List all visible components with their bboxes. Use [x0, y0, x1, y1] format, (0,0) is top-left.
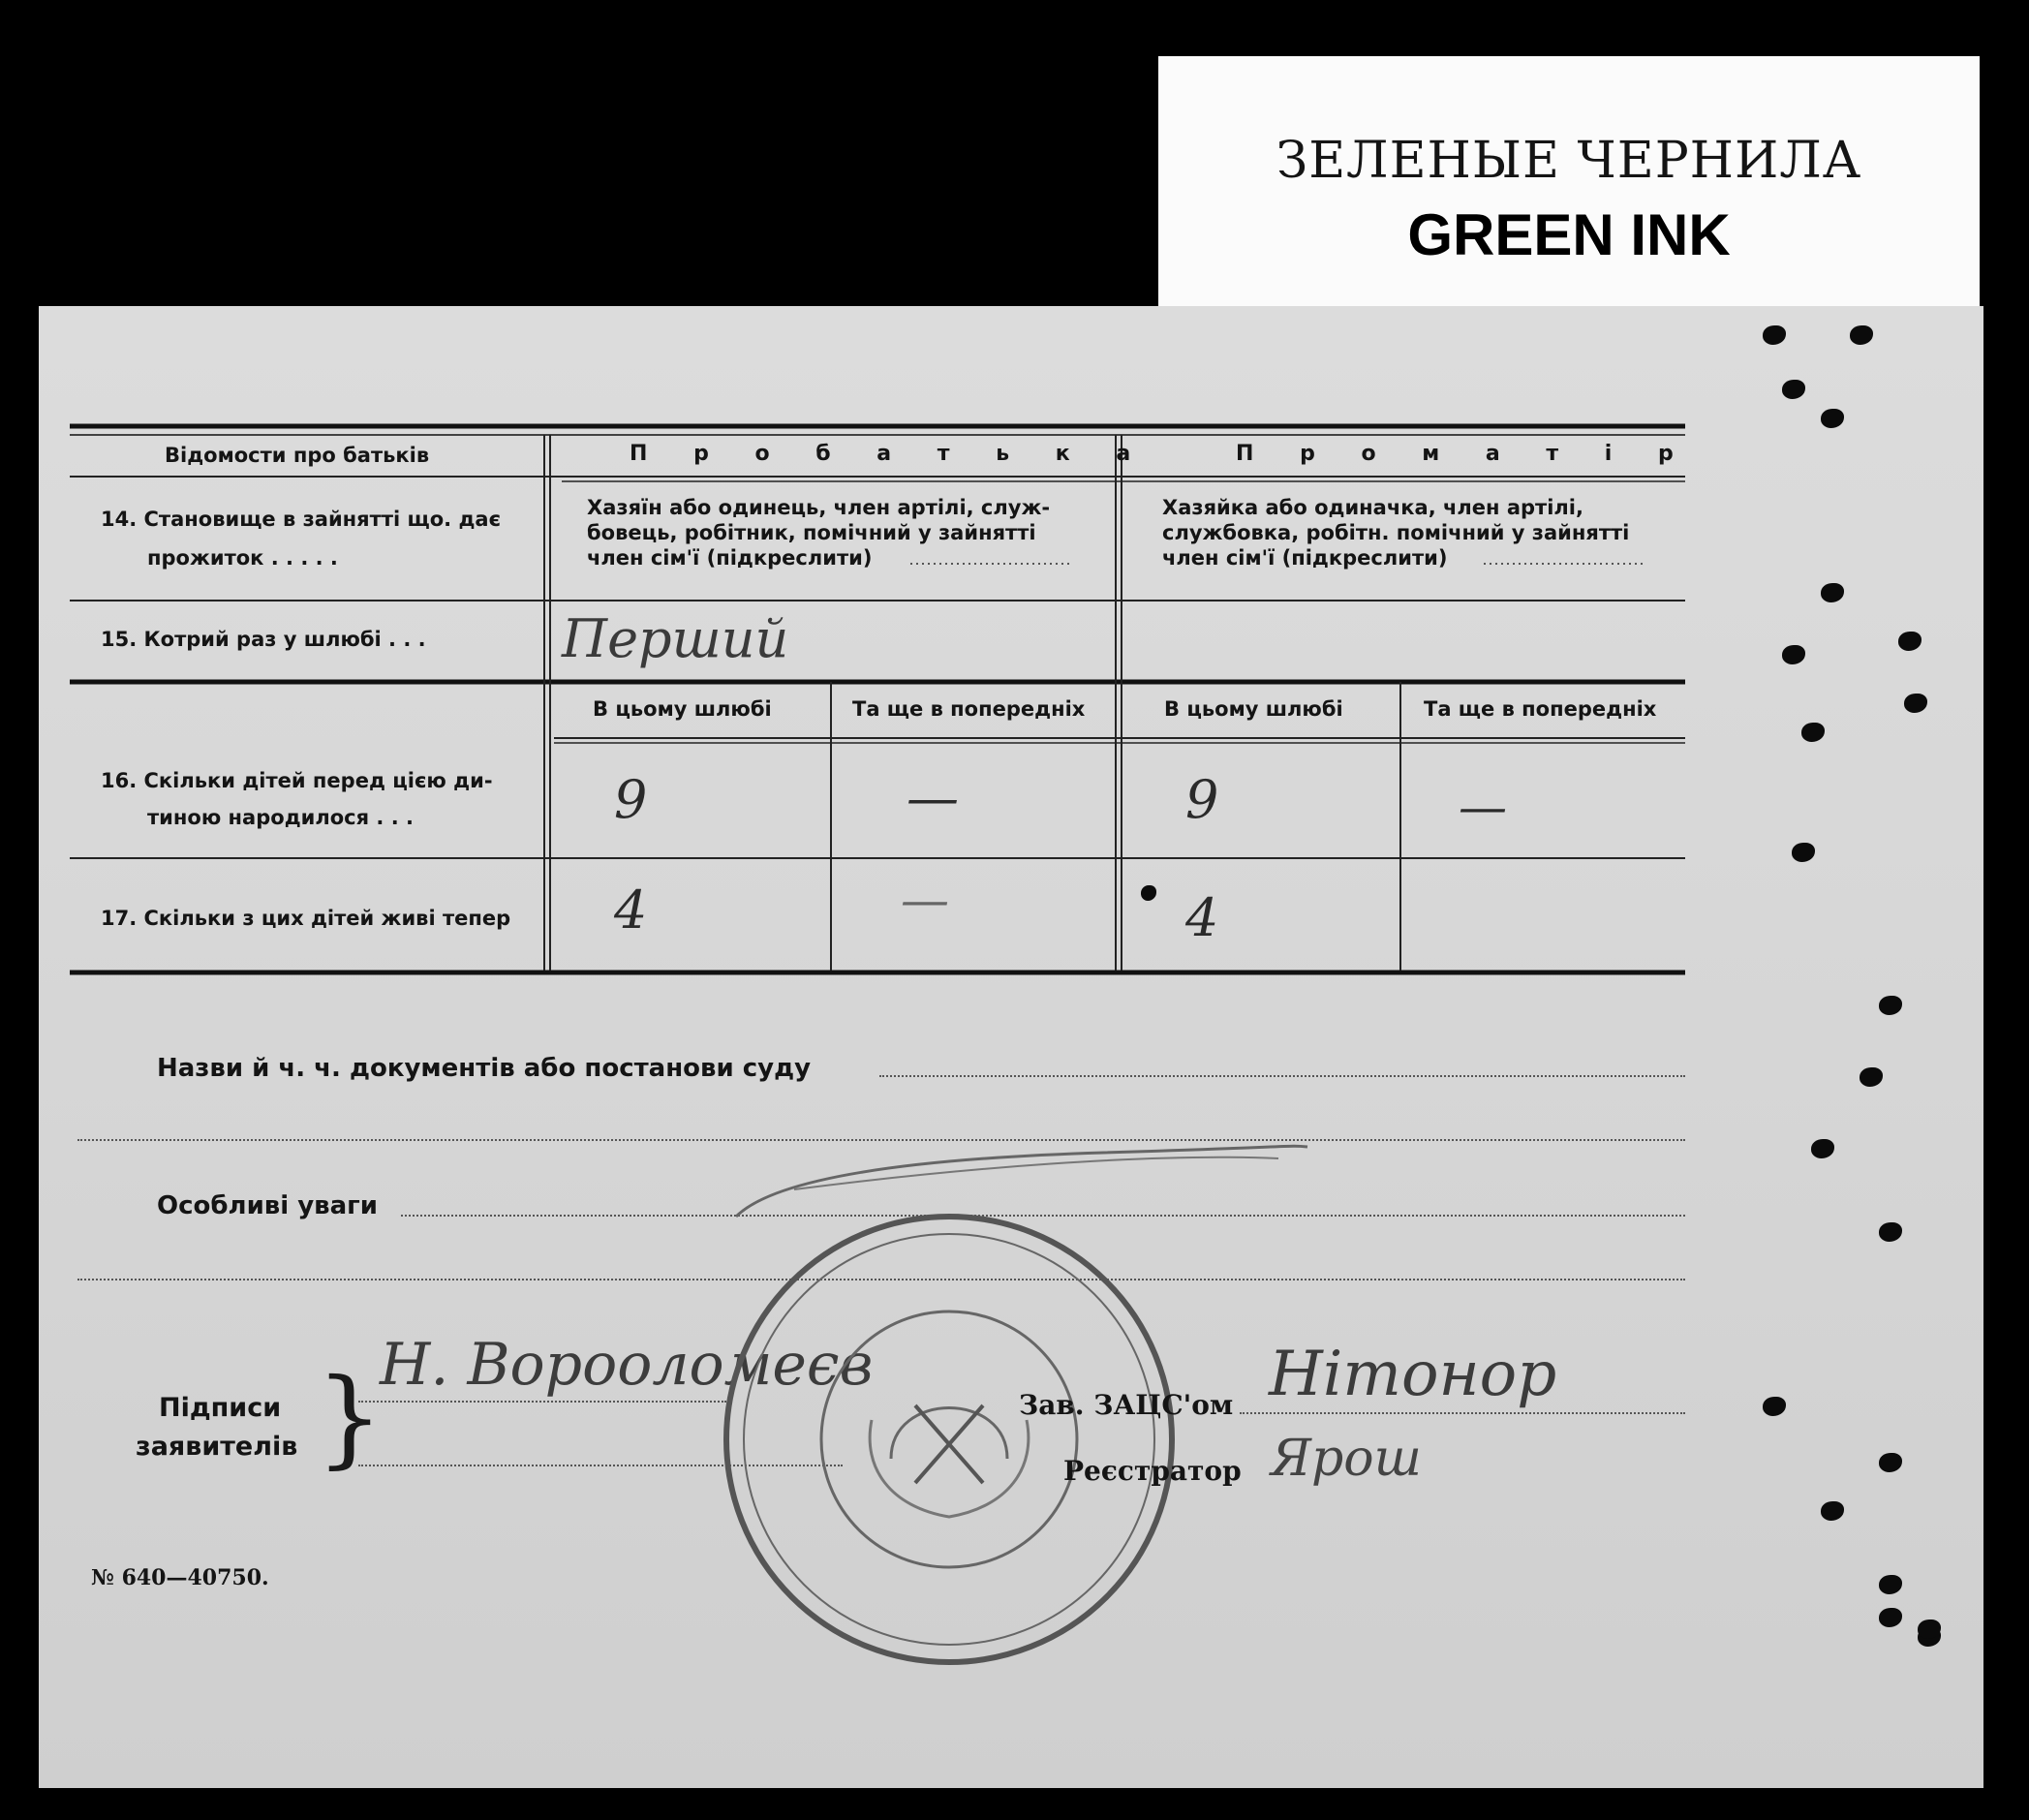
row17-father-this: 4	[614, 879, 648, 941]
subheader-mother-this: В цьому шлюбі	[1164, 697, 1343, 721]
row17-mother-this: 4	[1185, 887, 1219, 948]
row14-mother-line2: службовка, робітн. помічний у зайнятті	[1162, 521, 1630, 544]
registrar-label: Реєстратор	[1063, 1455, 1242, 1487]
signatures-label-line2: заявителів	[136, 1432, 298, 1462]
row14-mother-line3: член сім'ї (підкреслити)	[1162, 546, 1448, 570]
header-mother: П р о м а т і р	[1236, 442, 1693, 466]
row15-value-handwritten: Перший	[562, 608, 789, 669]
form-number: № 640—40750.	[91, 1565, 269, 1590]
row15-label: 15. Котрий раз у шлюбі . . .	[101, 628, 426, 651]
row14-label-line2: прожиток . . . . .	[147, 546, 338, 570]
signatures-brace: }	[316, 1355, 384, 1479]
archival-label	[1158, 56, 1980, 308]
row16-father-this: 9	[614, 769, 648, 830]
row14-father-line2: бовець, робітник, помічний у зайнятті	[587, 521, 1036, 544]
signatures-label-line1: Підписи	[159, 1393, 282, 1423]
row14-father-line3: член сім'ї (підкреслити)	[587, 546, 873, 570]
row17-label: 17. Скільки з цих дітей живі тепер	[101, 907, 511, 930]
row14-father-line1: Хазяїн або одинець, член артілі, служ-	[587, 496, 1051, 519]
row14-label-line1: 14. Становище в зайнятті що. дає	[101, 508, 502, 531]
head-label: Зав. ЗАЦС'ом	[1019, 1389, 1234, 1421]
row16-label-line2: тиною народилося . . .	[147, 806, 414, 829]
registrar-signature: Ярош	[1271, 1430, 1422, 1488]
row16-father-prev: —	[907, 767, 959, 828]
row17-father-prev: —	[901, 872, 949, 928]
label-ru: ЗЕЛЕНЫЕ ЧЕРНИЛА	[1276, 132, 1862, 190]
subheader-mother-prev: Та ще в попередніх	[1424, 697, 1657, 721]
subheader-father-prev: Та ще в попередніх	[852, 697, 1086, 721]
documents-label: Назви й ч. ч. документів або постанови суду	[157, 1054, 812, 1083]
remarks-label: Особливі уваги	[157, 1191, 378, 1220]
official-stamp	[39, 306, 1983, 1788]
document-page	[39, 306, 1983, 1788]
row16-mother-this: 9	[1185, 769, 1219, 830]
header-father: П р о б а т ь к а	[630, 442, 1151, 466]
row16-label-line1: 16. Скільки дітей перед цією ди-	[101, 769, 493, 792]
applicant-signature: Н. Ворооломеєв	[380, 1331, 874, 1399]
subheader-father-this: В цьому шлюбі	[593, 697, 772, 721]
label-en: GREEN INK	[1407, 202, 1731, 267]
head-signature: Нітонор	[1269, 1339, 1557, 1410]
header-parents: Відомости про батьків	[165, 444, 430, 467]
head-signature-line	[1240, 1412, 1685, 1414]
row14-mother-line1: Хазяйка або одиначка, член артілі,	[1162, 496, 1583, 519]
row16-mother-prev: —	[1459, 779, 1507, 835]
